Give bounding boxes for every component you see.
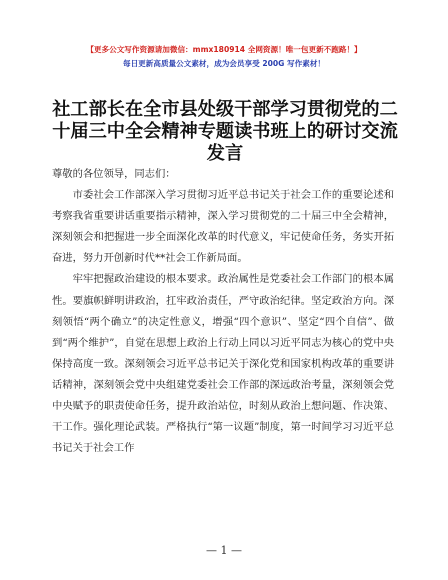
paragraph-2: 牢牢把握政治建设的根本要求。政治属性是党委社会工作部门的根本属性。要旗帜鲜明讲政治，扛牢政治责任，严守政治纪律。坚定政治方向。深刻领悟“两个确立”的决定性意义，增强“四个意识”、坚定“四个自信”、做到“两个维护”，自觉在思想上政治上行动上同以习近平同志为核心的党中央保持高度一致。深刻领会习近平总书记关于深化党和国家机构改革的重要讲话精神，深刻领会党中央组建党委社会工作部的深远政治考量，深刻领会党中央赋予的职责使命任务，提升政治站位，时刻从政治上想问题、作决策、干工作。强化理论武装。严格执行“第一议题”制度，第一时间学习习近平总书记关于社会工作 xyxy=(52,273,394,455)
salutation: 尊敬的各位领导，同志们： xyxy=(52,168,176,180)
document-title: 社工部长在全市县处级干部学习贯彻党的二十届三中全会精神专题读书班上的研讨交流发言 xyxy=(52,99,398,164)
page-number: — 1 — xyxy=(206,544,242,557)
paragraph-1: 市委社会工作部深入学习贯彻习近平总书记关于社会工作的重要论述和考察我省重要讲话重要指示精神，深入学习贯彻党的二十届三中全会精神，深刻领会和把握进一步全面深化改革的时代意义，牢记使命任务，务实开拓奋进，努力开创新时代**社会工作新局面。 xyxy=(52,189,394,265)
promo-banner-line-2: 每日更新高质量公文素材，成为会员享受 200G 写作素材！ xyxy=(122,59,326,68)
promo-banner-line-1: 【更多公文写作资源请加微信：mmx180914 全网资源！唯一包更新不跑路！】 xyxy=(86,45,362,54)
document-body xyxy=(52,164,394,459)
